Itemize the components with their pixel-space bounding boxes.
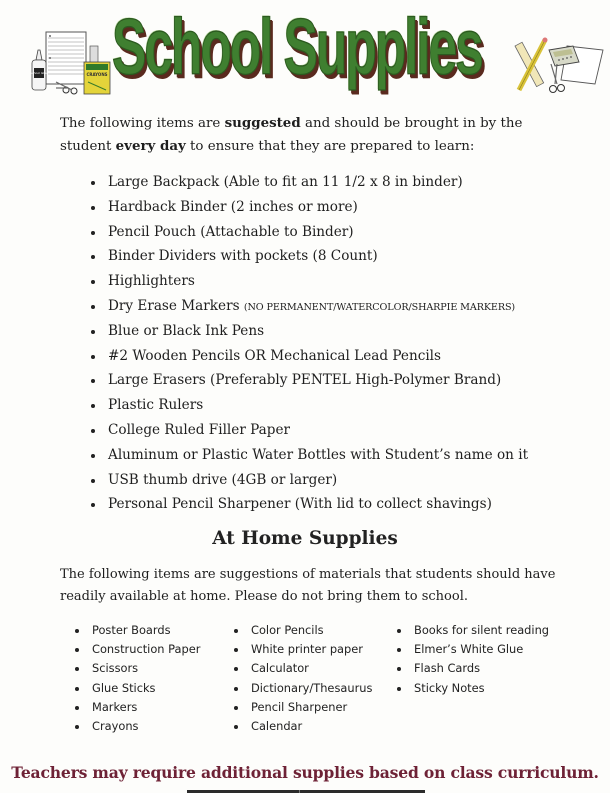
footer-note: Teachers may require additional supplies based on class curriculum.	[11, 763, 599, 782]
supply-item-text: Personal Pencil Sharpener (With lid to collect shavings)	[108, 496, 492, 513]
home-supply-item: Crayons	[74, 717, 200, 736]
home-supply-item: Books for silent reading	[396, 621, 549, 640]
supply-item-text: College Ruled Filler Paper	[108, 421, 291, 438]
supply-item-text: Binder Dividers with pockets (8 Count)	[108, 248, 378, 265]
daily-supply-item	[88, 468, 528, 493]
lined-paper-icon	[46, 32, 86, 84]
daily-supply-item	[88, 195, 528, 220]
glue-label: School Glue	[30, 71, 48, 75]
home-supply-item: Flash Cards	[396, 659, 549, 678]
glue-bottle-icon	[30, 50, 48, 90]
home-supply-item: Scissors	[74, 659, 200, 678]
daily-supply-item	[88, 269, 528, 294]
calculator-icon	[549, 46, 579, 66]
home-supply-item: Calendar	[233, 717, 372, 736]
supply-item-text: Large Backpack (Able to fit an 11 1/2 x 8 in binder)	[108, 174, 463, 190]
daily-supply-item	[88, 418, 528, 443]
intro-emphasis-every-day: every day	[115, 138, 186, 154]
home-supply-item: White printer paper	[233, 640, 372, 659]
supply-item-text: Aluminum or Plastic Water Bottles with Student’s name on it	[108, 446, 529, 463]
supply-item-text: USB thumb drive (4GB or larger)	[108, 471, 338, 488]
daily-supply-item	[88, 244, 528, 269]
daily-supply-item	[88, 368, 528, 393]
home-supply-item: Sticky Notes	[396, 679, 549, 698]
home-supply-item: Pencil Sharpener	[233, 698, 372, 717]
crayons-box-icon	[84, 46, 110, 94]
home-supply-item: Glue Sticks	[74, 679, 200, 698]
home-supplies-column-1	[74, 621, 200, 736]
supply-item-text: Dry Erase Markers	[108, 297, 244, 314]
daily-supplies-intro	[60, 112, 560, 158]
supply-item-text: Plastic Rulers	[108, 397, 204, 414]
daily-supply-item	[88, 344, 528, 369]
home-supply-item: Elmer’s White Glue	[396, 640, 549, 659]
daily-supply-item	[88, 294, 528, 319]
daily-supply-item	[88, 319, 528, 344]
supply-item-text: Large Erasers (Preferably PENTEL High-Polymer Brand)	[108, 372, 502, 389]
daily-supplies-list	[88, 170, 528, 517]
home-supply-item: Markers	[74, 698, 200, 717]
supply-item-text: Hardback Binder (2 inches or more)	[108, 198, 358, 215]
school-supplies-clipart-right	[505, 28, 605, 96]
home-supply-item: Color Pencils	[233, 621, 372, 640]
home-supplies-intro: The following items are suggestions of materials that students should have readily available at home. Please do not bring them to school.	[60, 567, 556, 604]
supply-item-text: Blue or Black Ink Pens	[108, 322, 265, 339]
daily-supply-item	[88, 443, 528, 468]
intro-text: to ensure that they are prepared to learn:	[185, 139, 475, 154]
home-supplies-heading: At Home Supplies	[212, 528, 398, 549]
home-supply-item: Dictionary/Thesaurus	[233, 679, 372, 698]
home-supplies-column-3	[396, 621, 549, 698]
daily-supply-item	[88, 393, 528, 418]
header-banner	[0, 0, 610, 100]
supply-item-note: (NO PERMANENT/WATERCOLOR/SHARPIE MARKERS)	[243, 301, 516, 313]
daily-supply-item	[88, 170, 528, 195]
intro-emphasis-suggested: suggested	[224, 115, 301, 131]
home-supply-item: Poster Boards	[74, 621, 200, 640]
supply-item-text: Pencil Pouch (Attachable to Binder)	[108, 223, 354, 240]
supply-item-text: #2 Wooden Pencils OR Mechanical Lead Pencils	[108, 347, 441, 364]
intro-text: The following items are	[60, 116, 225, 131]
daily-supply-item	[88, 492, 528, 517]
home-supply-item: Calculator	[233, 659, 372, 678]
intro-text: and should be brought in by the student	[60, 116, 523, 154]
page-title: School Supplies	[112, 3, 482, 91]
home-supply-item: Construction Paper	[74, 640, 200, 659]
supply-item-text: Highlighters	[108, 273, 195, 290]
school-supplies-clipart-left	[28, 28, 120, 96]
home-supplies-column-2	[233, 621, 372, 736]
crayons-label: CRAYONS	[86, 72, 108, 77]
daily-supply-item	[88, 220, 528, 245]
